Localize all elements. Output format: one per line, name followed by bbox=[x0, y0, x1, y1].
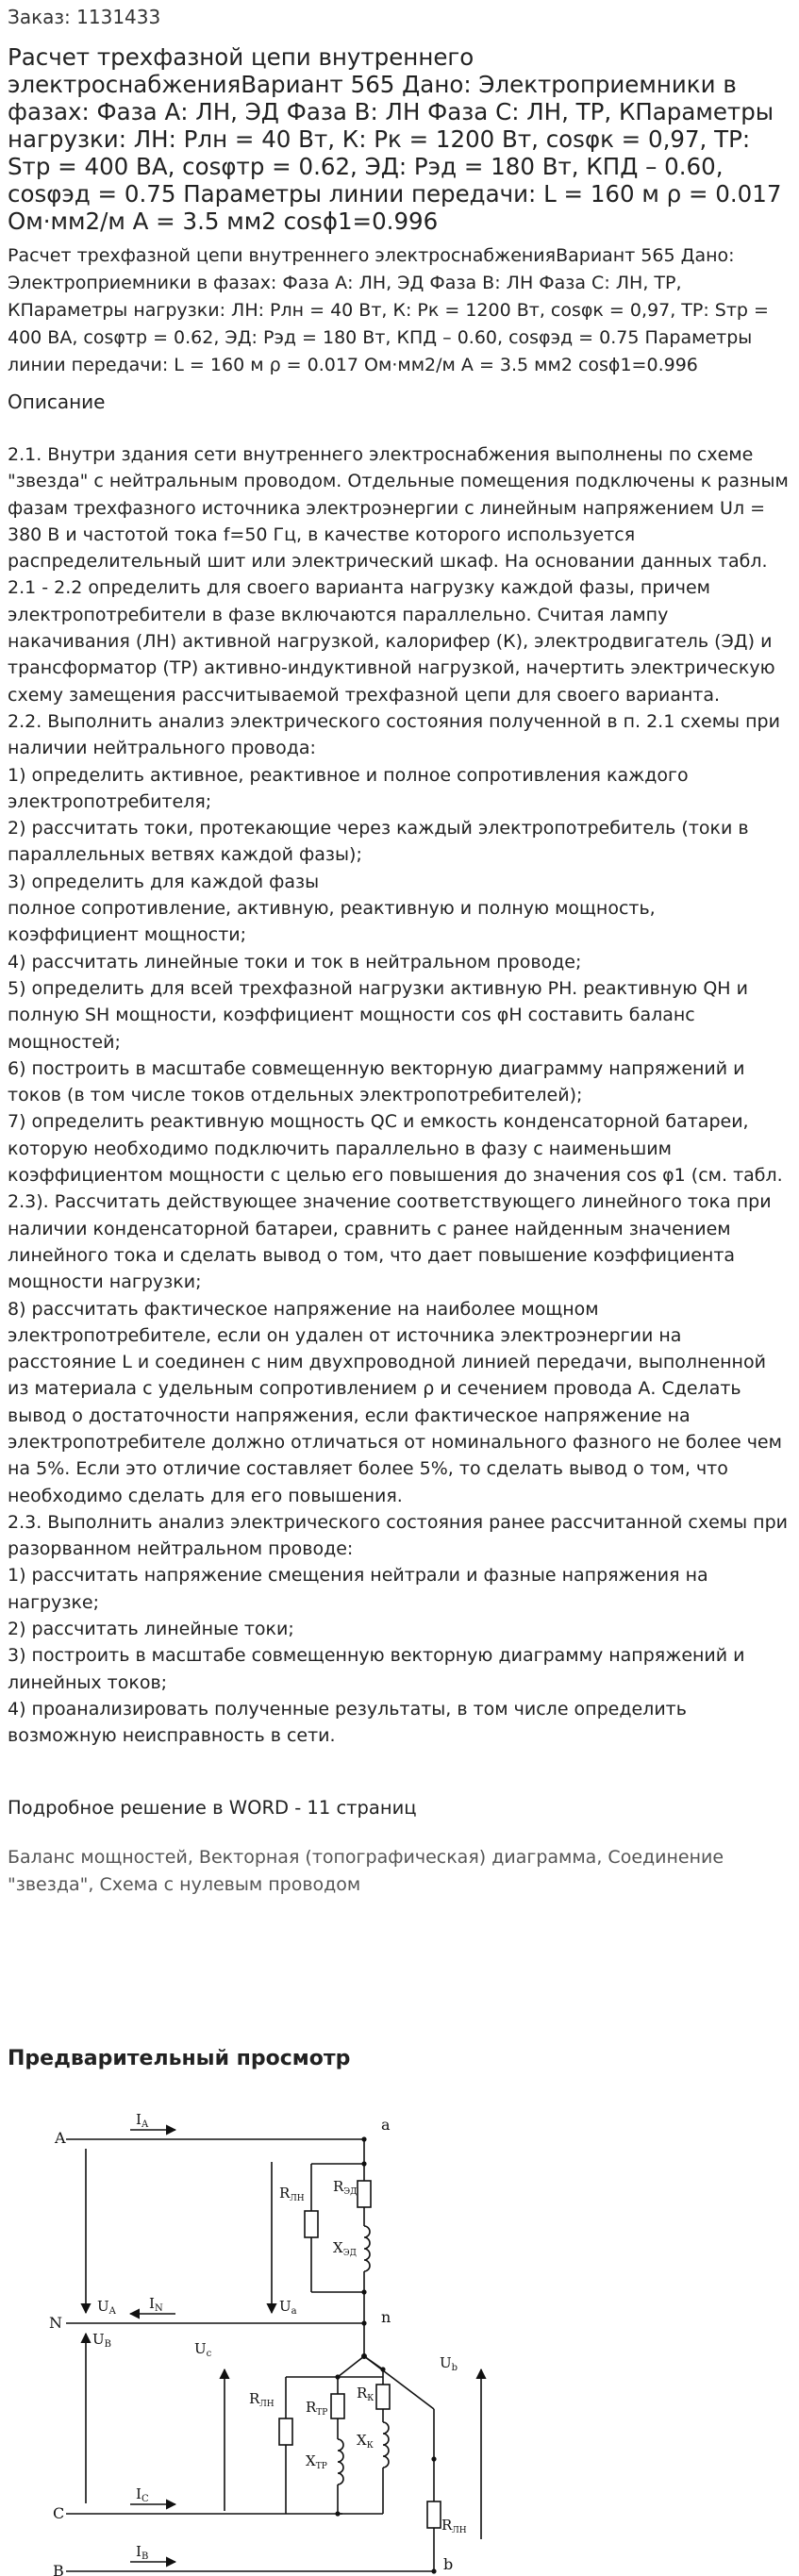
label-R-LN-b: $R_{ЛН}$ bbox=[441, 2517, 467, 2535]
label-R-ED: $R_{ЭД}$ bbox=[333, 2178, 358, 2197]
node-label-b: b bbox=[443, 2555, 454, 2573]
node-label-A: A bbox=[55, 2129, 66, 2147]
label-I-B: $I_B$ bbox=[136, 2543, 149, 2562]
label-I-A: $I_A$ bbox=[136, 2111, 149, 2130]
description-heading: Описание bbox=[8, 391, 106, 413]
tag-separator: , bbox=[187, 1847, 199, 1868]
solution-note: Подробное решение в WORD - 11 страниц bbox=[8, 1797, 417, 1819]
order-number: Заказ: 1131433 bbox=[8, 6, 161, 28]
inductor-X-ED bbox=[364, 2226, 370, 2271]
resistor-R-K bbox=[376, 2385, 390, 2409]
tag-link[interactable]: Баланс мощностей bbox=[8, 1847, 188, 1868]
label-U-A: $U_A$ bbox=[97, 2298, 116, 2317]
tag-link[interactable]: Схема с нулевым проводом bbox=[99, 1874, 361, 1895]
tag-separator: , bbox=[88, 1874, 100, 1895]
label-X-K: $X_К$ bbox=[357, 2432, 374, 2451]
label-R-TR: $R_{ТР}$ bbox=[306, 2399, 328, 2418]
label-X-ED: $X_{ЭД}$ bbox=[333, 2239, 357, 2258]
resistor-R-TR bbox=[331, 2394, 344, 2418]
circuit-diagram-preview bbox=[8, 2086, 792, 2576]
page-subtitle: Расчет трехфазной цепи внутреннего электроснабженияВариант 565 Дано: Электроприемники в фазах: Фаза А: ЛН, ЭД Фаза В: ЛН Фаза С: ЛН, ТР, КПараметры нагрузки: ЛН: Pлн = 40 Вт, К: Pк = 1200 Вт, cosφк = 0,97, ТР: Sтр = 400 ВА, cosφтр = 0.62, ЭД: Pэд = 180 Вт, КПД – 0.60, cosφэд = 0.75 Параметры линии передачи: L = 160 м ρ = 0.017 Ом·мм2/м A = 3.5 мм2 cosϕ1=0.996 bbox=[8, 245, 769, 375]
inductor-X-K bbox=[383, 2422, 389, 2468]
label-U-b: $U_b$ bbox=[440, 2354, 458, 2373]
label-R-LN-a: $R_{ЛН}$ bbox=[279, 2185, 305, 2203]
preview-heading: Предварительный просмотр bbox=[8, 2047, 351, 2070]
node-label-B: B bbox=[53, 2562, 64, 2576]
label-X-TR: $X_{ТР}$ bbox=[306, 2452, 327, 2471]
label-R-LN-c: $R_{ЛН}$ bbox=[249, 2390, 275, 2409]
node-label-a: a bbox=[381, 2116, 391, 2134]
label-I-C: $I_C$ bbox=[136, 2485, 149, 2504]
resistor-R-LN-b bbox=[427, 2501, 441, 2528]
label-U-c: $U_c$ bbox=[194, 2340, 212, 2359]
page-title: Расчет трехфазной цепи внутреннего электроснабженияВариант 565 Дано: Электроприемники в фазах: Фаза А: ЛН, ЭД Фаза В: ЛН Фаза С: ЛН, ТР, КПараметры нагрузки: ЛН: Pлн = 40 Вт, К: Pк = 1200 Вт, cosφк = 0,97, ТР: Sтр = 400 ВА, cosφтр = 0.62, ЭД: Pэд = 180 Вт, КПД – 0.60, cosφэд = 0.75 Параметры линии передачи: L = 160 м ρ = 0.017 Ом·мм2/м A = 3.5 мм2 cosϕ1=0.996 bbox=[8, 43, 782, 235]
label-R-K: $R_К$ bbox=[357, 2385, 375, 2403]
label-U-a: $U_a$ bbox=[279, 2298, 297, 2317]
resistor-R-ED bbox=[358, 2181, 371, 2207]
node-label-N: N bbox=[49, 2314, 62, 2332]
description-text: 2.1. Внутри здания сети внутреннего электроснабжения выполнены по схеме "звезда" с нейтральным проводом. Отдельные помещения подключены к разным фазам трехфазного источника электроэнергии с линейным напряжением Uл = 380 В и частотой тока f=50 Гц, в качестве которого используется распределительный шит или электрический шкаф. На основании данных табл. 2.1 - 2.2 определить для своего варианта нагрузку каждой фазы, причем электропотребители в фазе включаются параллельно. Считая лампу накачивания (ЛН) активной нагрузкой, калорифер (К), электродвигатель (ЭД) и трансформатор (ТР) активно-индуктивной нагрузкой, начертить электрическую схему замещения рассчитываемой трехфазной цепи для своего варианта. 2.2. Выполнить анализ электрического состояния полученной в п. 2.1 схемы при наличии нейтрального провода: 1) определить активное, реактивное и полное сопротивления каждого электропотребителя; 2) рассчитать токи, протекающие через каждый электропотребитель (токи в параллельных ветвях каждой фазы); 3) определить для каждой фазы полное сопротивление, активную, реактивную и полную мощность, коэффициент мощности; 4) рассчитать линейные токи и ток в нейтральном проводе; 5) определить для всей трехфазной нагрузки активную PH. реактивную QH и полную SH мощности, коэффициент мощности cos φH составить баланс мощностей; 6) построить в масштабе совмещенную векторную диаграмму напряжений и токов (в том числе токов отдельных электропотребителей); 7) определить реактивную мощность QC и емкость конденсаторной батареи, которую необходимо подключить параллельно в фазу с наименьшим коэффициентом мощности с целью его повышения до значения cos φ1 (см. табл. 2.3). Рассчитать действующее значение соответствующего линейного тока при наличии конденсаторной батареи, сравнить с ранее найденным значением линейного тока и сделать вывод о том, что дает повышение коэффициента мощности нагрузки; 8) рассчитать фактическое напряжение на наиболее мощном электропотребителе, если он удален от источника электроэнергии на расстояние L и соединен с ним двухпроводной линией передачи, выполненной из материала с удельным сопротивлением ρ и сечением провода А. Сделать вывод о достаточности напряжения, если фактическое напряжение на электропотребителе должно отличаться от номинального фазного не более чем на 5%. Если это отличие составляет более 5%, то сделать вывод о том, что необходимо сделать для его повышения. 2.3. Выполнить анализ электрического состояния ранее рассчитанной схемы при разорванном нейтральном проводе: 1) рассчитать напряжение смещения нейтрали и фазные напряжения на нагрузке; 2) рассчитать линейные токи; 3) построить в масштабе совмещенную векторную диаграмму напряжений и линейных токов; 4) проанализировать полученные результаты, в том числе определить возможную неисправность в сети. bbox=[8, 444, 789, 1747]
node-label-n: n bbox=[381, 2308, 391, 2326]
tag-link[interactable]: Векторная (топографическая) диаграмма bbox=[198, 1847, 597, 1868]
resistor-R-LN-a bbox=[305, 2211, 318, 2237]
label-I-N: $I_N$ bbox=[149, 2295, 163, 2314]
node-label-C: C bbox=[53, 2504, 65, 2522]
tag-link[interactable]: Соединение "звезда" bbox=[8, 1847, 724, 1895]
tag-list bbox=[8, 1844, 781, 1899]
resistor-R-LN-c bbox=[279, 2418, 292, 2445]
inductor-X-TR bbox=[338, 2439, 343, 2485]
label-U-B: $U_B$ bbox=[92, 2331, 112, 2350]
tag-separator: , bbox=[596, 1847, 608, 1868]
